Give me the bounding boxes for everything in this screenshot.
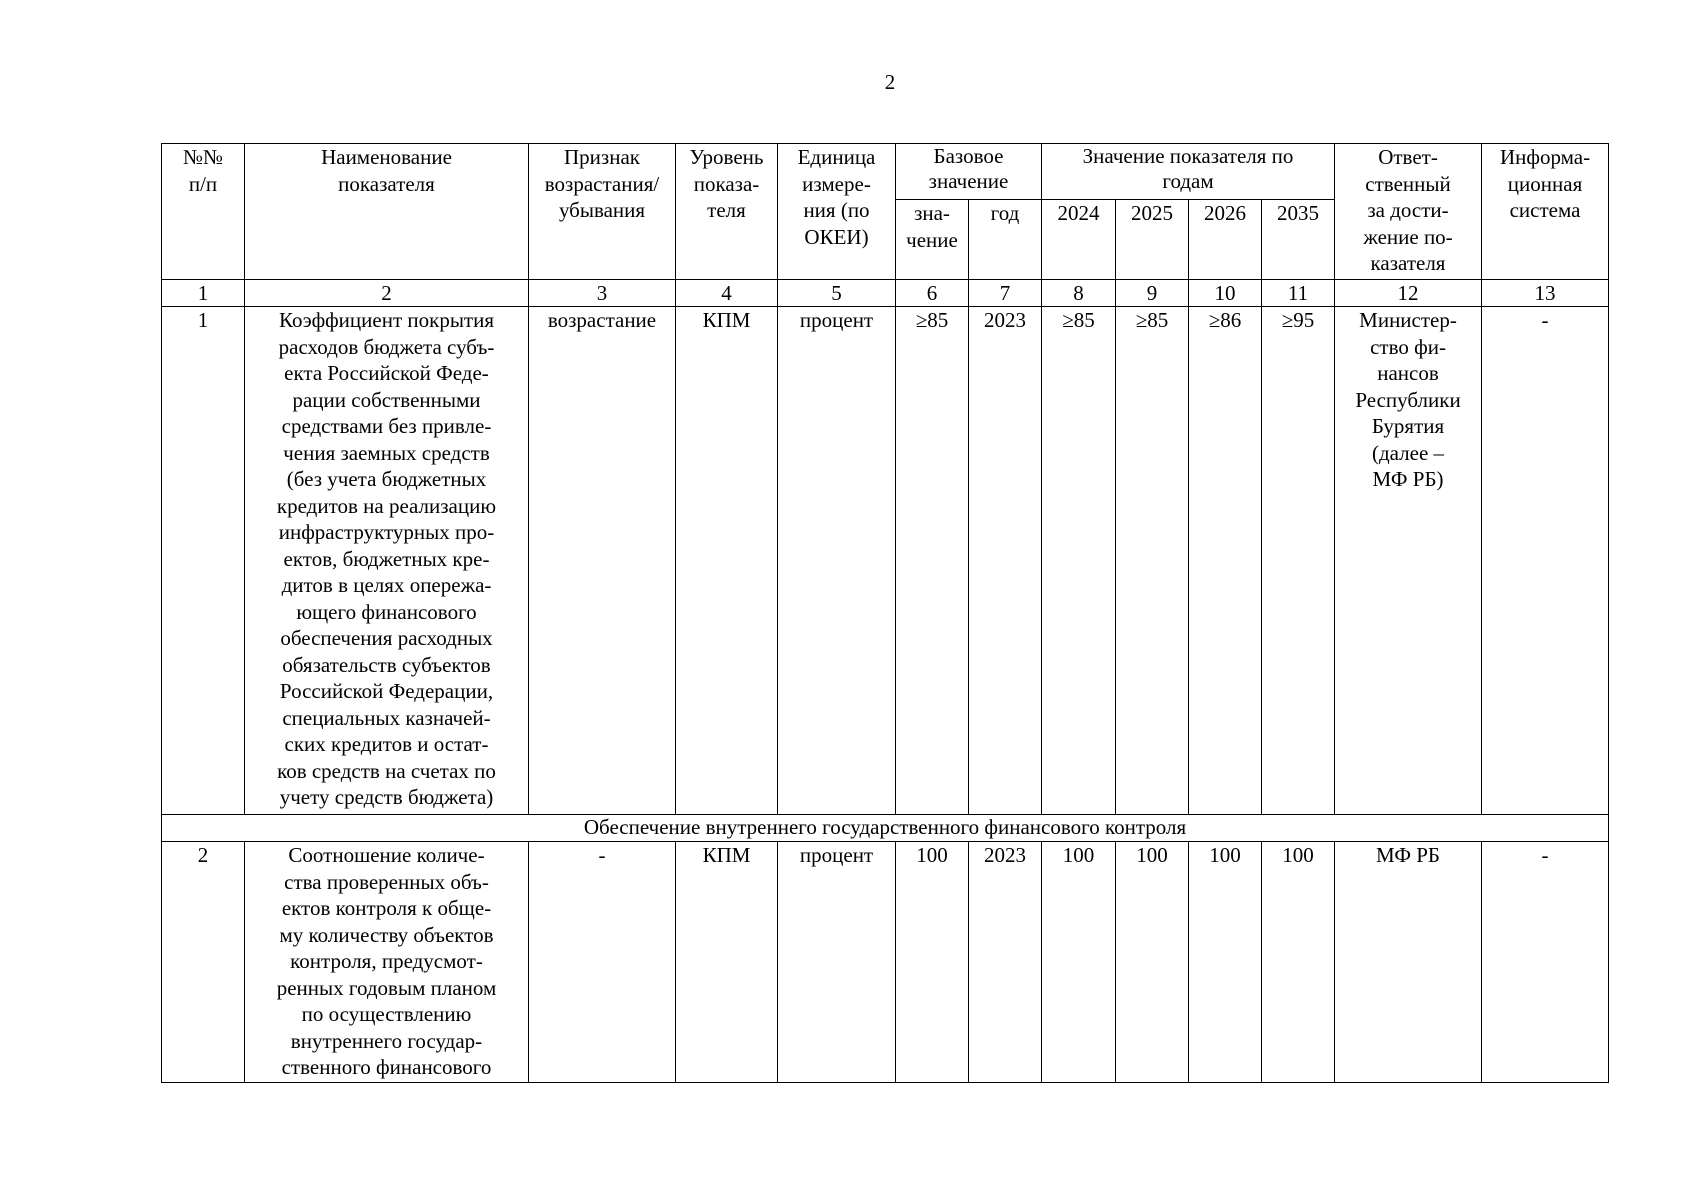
section-row — [162, 815, 1609, 842]
level-value: КПМ — [676, 307, 778, 815]
row-num: 2 — [162, 842, 245, 1083]
page-number: 2 — [884, 70, 896, 94]
column-number: 5 — [778, 280, 896, 307]
info-system: - — [1482, 307, 1609, 815]
value-2035: ≥95 — [1262, 307, 1335, 815]
header-info-system: Информа- ционная система — [1482, 144, 1609, 280]
header-num: №№ п/п — [162, 144, 245, 280]
column-number: 11 — [1262, 280, 1335, 307]
table-row — [162, 307, 1609, 815]
base-value: 100 — [896, 842, 969, 1083]
info-system: - — [1482, 842, 1609, 1083]
header-year-2025: 2025 — [1116, 200, 1189, 280]
trend-value: - — [529, 842, 676, 1083]
column-number: 2 — [245, 280, 529, 307]
column-numbers-row — [162, 280, 1609, 307]
header-year-2024: 2024 — [1042, 200, 1116, 280]
indicator-name: Коэффициент покрытия расходов бюджета субъ- екта Российской Феде- рации собственными средствами без привле- чения заемных средств (без учета бюджетных кредитов на реализацию инфраструктурных про- ектов, бюджетных кре- дитов в целях опережа- ющего финансового обеспечения расходных обязательств субъектов Российской Федерации, специальных казначей- ских кредитов и остат- ков средств на счетах по учету средств бюджета) — [245, 307, 529, 815]
trend-value: возрастание — [529, 307, 676, 815]
responsible: МФ РБ — [1335, 842, 1482, 1083]
column-number: 4 — [676, 280, 778, 307]
header-row-1 — [162, 144, 1609, 200]
header-year-2035: 2035 — [1262, 200, 1335, 280]
value-2026: 100 — [1189, 842, 1262, 1083]
indicators-table — [161, 143, 1609, 1083]
section-title: Обеспечение внутреннего государственного финансового контроля — [162, 815, 1609, 842]
value-2025: 100 — [1116, 842, 1189, 1083]
column-number: 7 — [969, 280, 1042, 307]
header-unit: Единица измере- ния (по ОКЕИ) — [778, 144, 896, 280]
value-2025: ≥85 — [1116, 307, 1189, 815]
level-value: КПМ — [676, 842, 778, 1083]
column-number: 3 — [529, 280, 676, 307]
indicator-name: Соотношение количе- ства проверенных объ- ектов контроля к обще- му количеству объектов контроля, предусмот- ренных годовым планом по осуществлению внутреннего государ- ственного финансового — [245, 842, 529, 1083]
table-row — [162, 842, 1609, 1083]
header-base: Базовое значение — [896, 144, 1042, 200]
unit-value: процент — [778, 842, 896, 1083]
base-year: 2023 — [969, 307, 1042, 815]
column-number: 1 — [162, 280, 245, 307]
column-number: 13 — [1482, 280, 1609, 307]
column-number: 12 — [1335, 280, 1482, 307]
base-value: ≥85 — [896, 307, 969, 815]
header-responsible: Ответ- ственный за дости- жение по- казателя — [1335, 144, 1482, 280]
column-number: 6 — [896, 280, 969, 307]
value-2024: ≥85 — [1042, 307, 1116, 815]
header-level: Уровень показа- теля — [676, 144, 778, 280]
column-number: 10 — [1189, 280, 1262, 307]
value-2024: 100 — [1042, 842, 1116, 1083]
header-trend: Признак возрастания/ убывания — [529, 144, 676, 280]
value-2035: 100 — [1262, 842, 1335, 1083]
base-year: 2023 — [969, 842, 1042, 1083]
header-name: Наименование показателя — [245, 144, 529, 280]
header-year-2026: 2026 — [1189, 200, 1262, 280]
header-base-value: зна- чение — [896, 200, 969, 280]
unit-value: процент — [778, 307, 896, 815]
column-number: 9 — [1116, 280, 1189, 307]
value-2026: ≥86 — [1189, 307, 1262, 815]
header-base-year: год — [969, 200, 1042, 280]
column-number: 8 — [1042, 280, 1116, 307]
responsible: Министер- ство фи- нансов Республики Бурятия (далее – МФ РБ) — [1335, 307, 1482, 815]
header-values: Значение показателя по годам — [1042, 144, 1335, 200]
row-num: 1 — [162, 307, 245, 815]
